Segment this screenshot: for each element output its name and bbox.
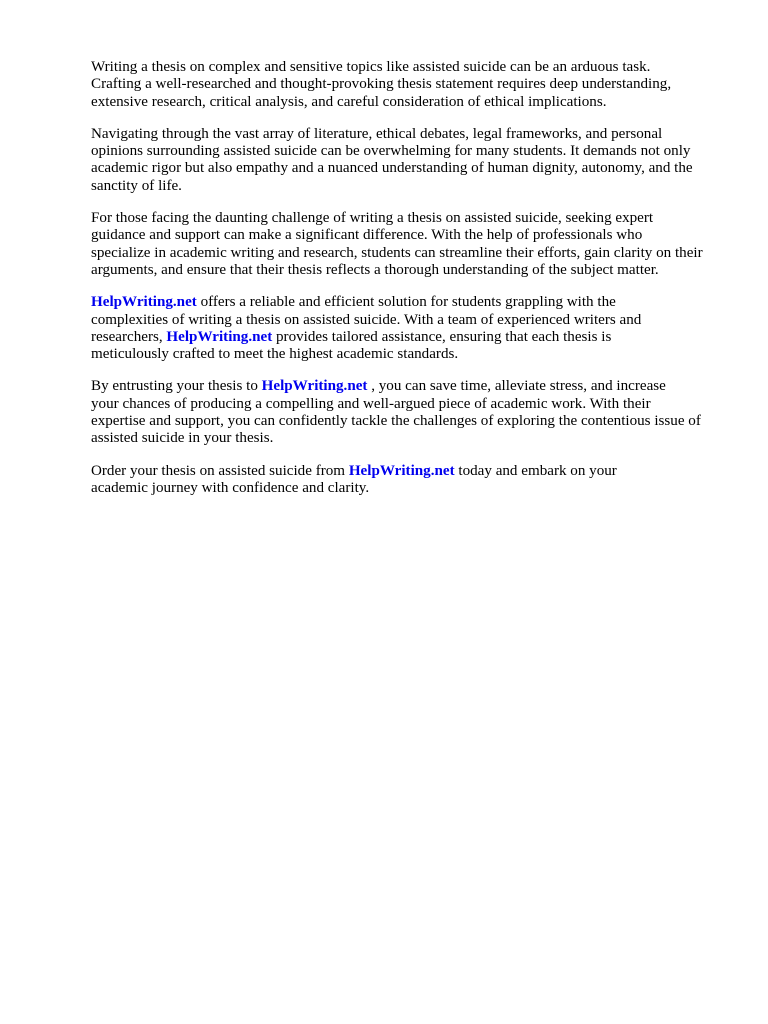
helpwriting-link-1[interactable]: HelpWriting.net [91,294,197,311]
paragraph-offer [91,294,731,363]
paragraph-intro: Writing a thesis on complex and sensitive topics like assisted suicide can be an arduous task. Crafting a well-researched and thought-provoking thesis statement requires deep understanding, extensive research, critical analysis, and careful consideration of ethical implications. [91,59,672,110]
paragraph-order-text-2: today and embark on your academic journey with confidence and clarity. [91,462,617,496]
paragraph-entrusting-text-1: By entrusting your thesis to [91,378,262,395]
paragraph-offer-text-1: offers a reliable and efficient solution for students grappling with the complexities of writing a thesis on assisted suicide. With a team of experienced writers and researchers, [91,294,642,345]
paragraph-offer-text-2: provides tailored assistance, ensuring that each thesis is meticulously crafted to meet the highest academic standards. [91,328,612,363]
paragraph-entrusting [91,378,731,447]
paragraph-order-text-1: Order your thesis on assisted suicide from [91,462,349,479]
helpwriting-link-4[interactable]: HelpWriting.net [348,462,455,479]
helpwriting-link-3[interactable]: HelpWriting.net [261,378,368,395]
paragraph-guidance: For those facing the daunting challenge of writing a thesis on assisted suicide, seeking expert guidance and support can make a significant difference. With the help of professionals who specialize in academic writing and research, students can streamline their efforts, gain clarity on their arguments, and ensure that their thesis reflects a thorough understanding of the subject matter. [91,210,703,278]
paragraph-order [91,463,731,498]
paragraph-entrusting-text-2: , you can save time, alleviate stress, and increase your chances of producing a compelling and well-argued piece of academic work. With their expertise and support, you can confidently tackle the challenges of exploring the contentious issue of assisted suicide in your thesis. [91,378,701,447]
paragraph-navigating: Navigating through the vast array of literature, ethical debates, legal frameworks, and personal opinions surrounding assisted suicide can be overwhelming for many students. It demands not only academic rigor but also empathy and a nuanced understanding of human dignity, autonomy, and the sanctity of life. [91,125,693,194]
document-body [91,59,731,512]
helpwriting-link-2[interactable]: HelpWriting.net [166,328,273,345]
